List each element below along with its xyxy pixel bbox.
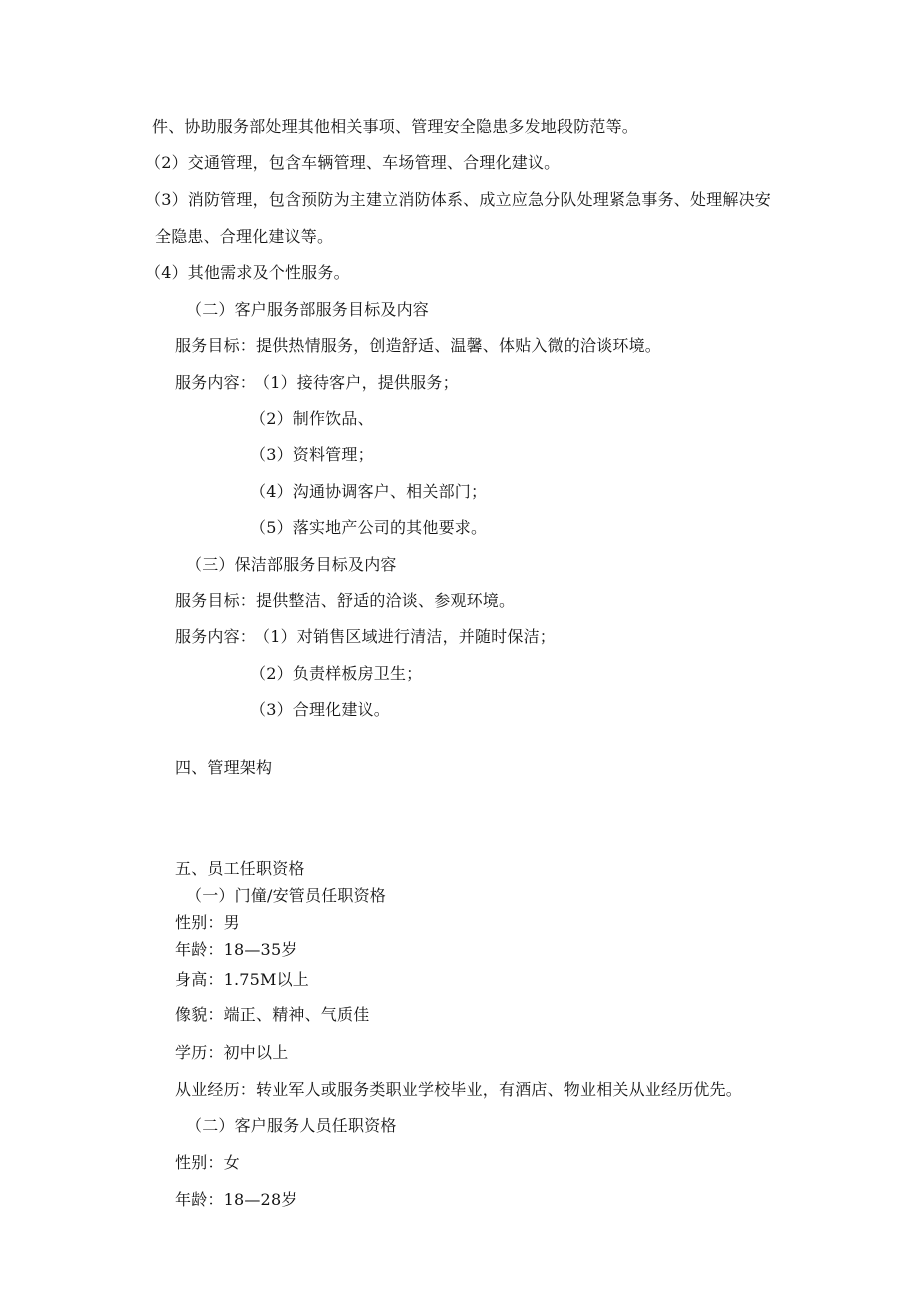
cleaning-goal: 服务目标：提供整洁、舒适的洽谈、参观环境。 bbox=[175, 591, 516, 610]
cleaning-content-label: 服务内容： bbox=[175, 627, 257, 646]
list-item: （4）沟通协调客户、相关部门； bbox=[250, 482, 488, 501]
customer-staff-heading: （二）客户服务人员任职资格 bbox=[186, 1116, 397, 1135]
doorman-experience: 从业经历：转业军人或服务类职业学校毕业，有酒店、物业相关从业经历优先。 bbox=[175, 1080, 743, 1099]
customer-service-heading: （二）客户服务部服务目标及内容 bbox=[186, 300, 430, 319]
section4-heading: 四、管理架构 bbox=[175, 758, 273, 777]
paragraph-continuation: 件、协助服务部处理其他相关事项、管理安全隐患多发地段防范等。 bbox=[152, 117, 639, 136]
list-item: （1）对销售区域进行清洁，并随时保洁； bbox=[254, 627, 556, 646]
doorman-heading: （一）门僮/安管员任职资格 bbox=[186, 886, 386, 905]
doorman-gender: 性别：男 bbox=[175, 913, 240, 932]
list-item-fire-b: 全隐患、合理化建议等。 bbox=[155, 227, 334, 246]
doorman-age: 年龄：18—35岁 bbox=[175, 940, 298, 959]
section5-heading: 五、员工任职资格 bbox=[175, 859, 305, 878]
list-item-other: （4）其他需求及个性服务。 bbox=[145, 263, 350, 282]
cleaning-heading: （三）保洁部服务目标及内容 bbox=[186, 555, 397, 574]
customer-staff-gender: 性别：女 bbox=[175, 1153, 240, 1172]
list-item: （3）合理化建议。 bbox=[250, 700, 390, 719]
list-item: （2）负责样板房卫生； bbox=[250, 664, 423, 683]
customer-service-content-label: 服务内容： bbox=[175, 373, 257, 392]
customer-service-goal: 服务目标：提供热情服务，创造舒适、温馨、体贴入微的洽谈环境。 bbox=[175, 336, 662, 355]
doorman-height: 身高：1.75M以上 bbox=[175, 970, 310, 989]
list-item: （3）资料管理； bbox=[250, 445, 374, 464]
list-item: （5）落实地产公司的其他要求。 bbox=[250, 518, 488, 537]
list-item-fire-a: （3）消防管理，包含预防为主建立消防体系、成立应急分队处理紧急事务、处理解决安 bbox=[145, 190, 771, 209]
list-item: （1）接待客户，提供服务； bbox=[254, 373, 459, 392]
customer-staff-age: 年龄：18—28岁 bbox=[175, 1190, 298, 1209]
doorman-appearance: 像貌：端正、精神、气质佳 bbox=[175, 1005, 370, 1024]
doorman-education: 学历：初中以上 bbox=[175, 1043, 289, 1062]
list-item: （2）制作饮品、 bbox=[250, 409, 374, 428]
list-item-traffic: （2）交通管理，包含车辆管理、车场管理、合理化建议。 bbox=[145, 153, 561, 172]
